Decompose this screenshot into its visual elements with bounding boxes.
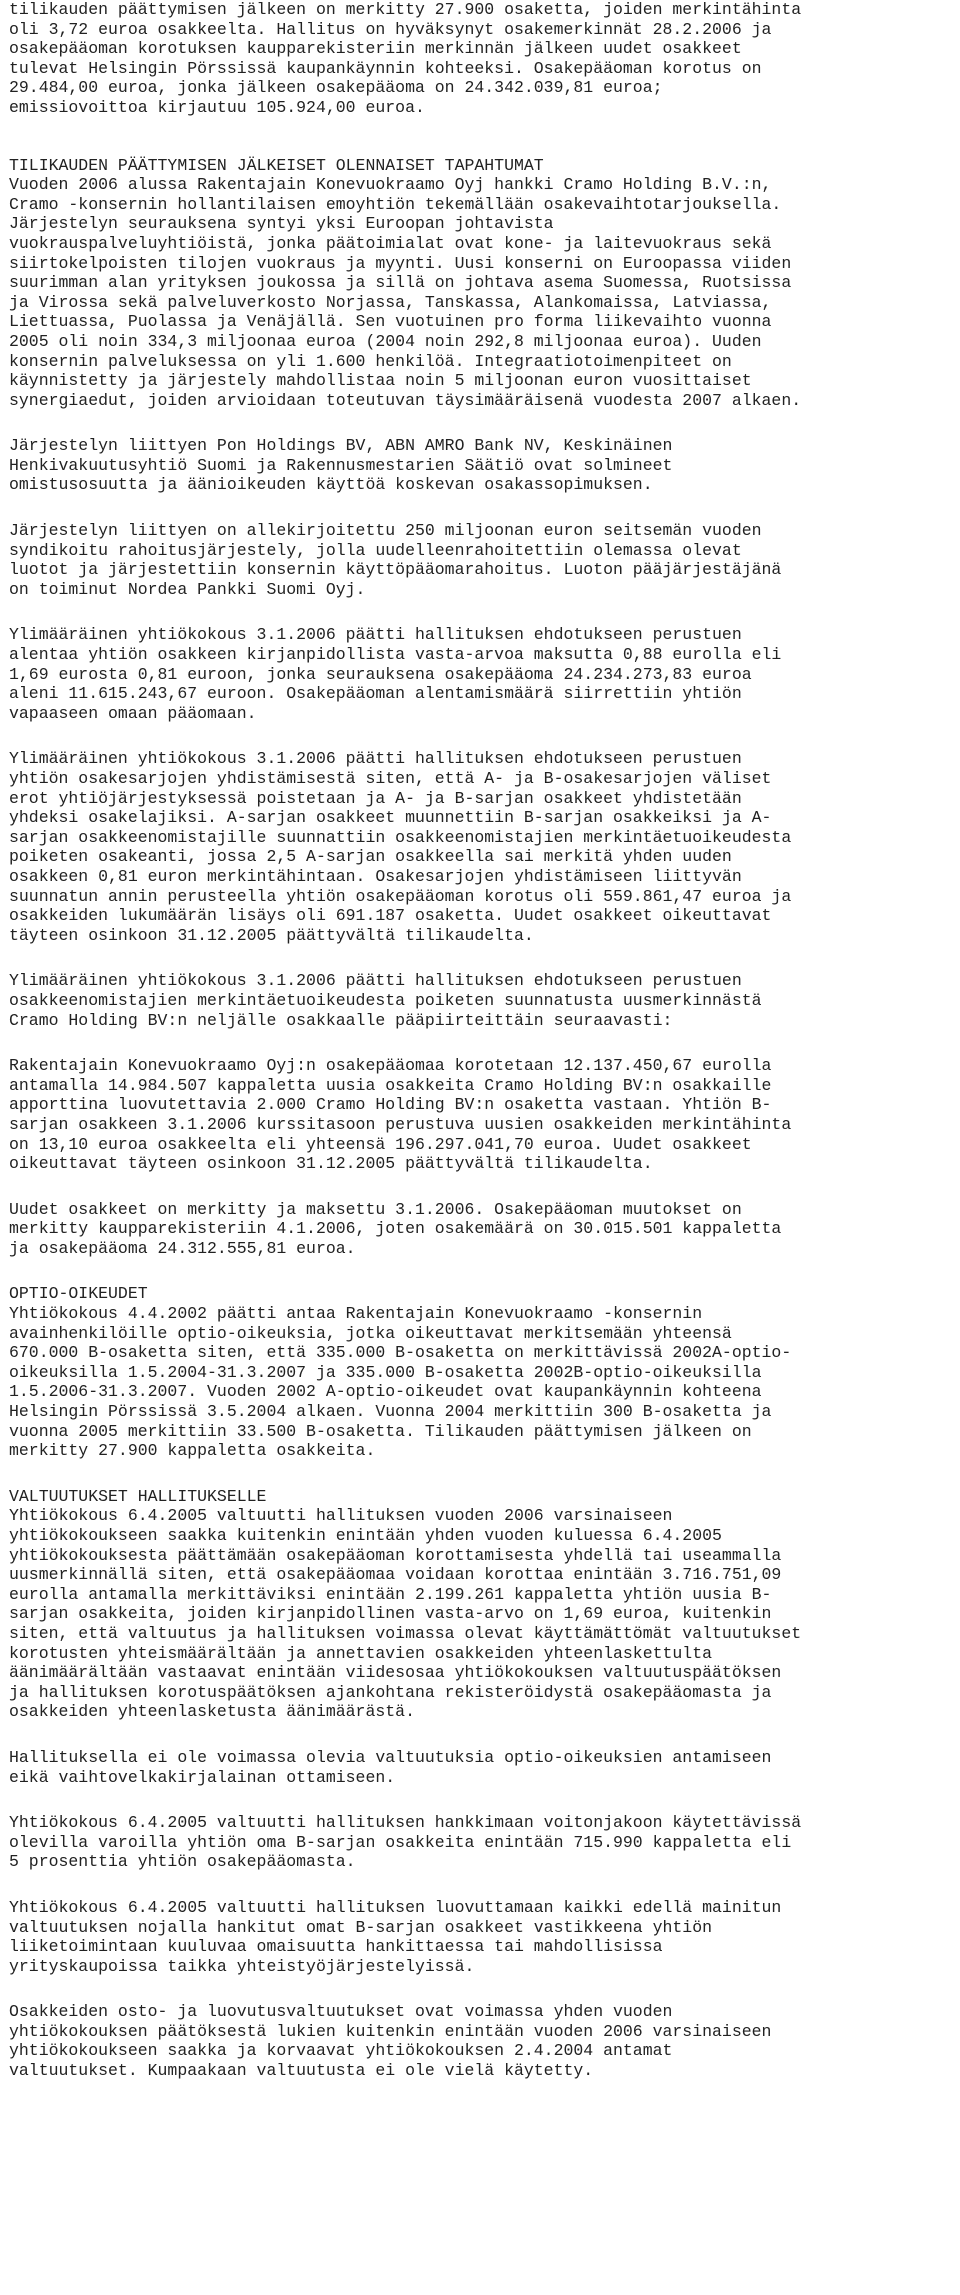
- paragraph-spacer: [9, 723, 954, 749]
- text-line: Helsingin Pörssissä 3.5.2004 alkaen. Vuonna 2004 merkittiin 300 B-osaketta ja: [9, 1402, 772, 1422]
- text-line: poiketen osakeanti, jossa 2,5 A-sarjan osakkeella sai merkitä yhden uuden: [9, 847, 732, 867]
- text-line: Vuoden 2006 alussa Rakentajain Konevuokraamo Oyj hankki Cramo Holding B.V.:n,: [9, 175, 772, 195]
- text-line: sarjan osakkeenomistajille suunnattiin osakkeenomistajien merkintäetuoikeudesta: [9, 827, 792, 847]
- paragraph-spacer: [9, 118, 954, 156]
- text-line: Yhtiökokous 6.4.2005 valtuutti hallituksen hankkimaan voitonjakoon käytettävissä: [9, 1813, 802, 1833]
- text-line: suurimman alan yrityksen joukossa ja sillä on johtava asema Suomessa, Ruotsissa: [9, 273, 792, 293]
- text-line: Liettuassa, Puolassa ja Venäjällä. Sen vuotuinen pro forma liikevaihto vuonna: [9, 312, 772, 332]
- text-line: olevilla varoilla yhtiön oma B-sarjan osakkeita enintään 715.990 kappaletta eli: [9, 1832, 792, 1852]
- text-line: Osakkeiden osto- ja luovutusvaltuutukset ovat voimassa yhden vuoden: [9, 2002, 673, 2022]
- text-line: 29.484,00 euroa, jonka jälkeen osakepääoma on 24.342.039,81 euroa;: [9, 78, 663, 98]
- text-line: 1.5.2006-31.3.2007. Vuoden 2002 A-optio-oikeudet ovat kaupankäynnin kohteena: [9, 1382, 762, 1402]
- share-disposal-authority-paragraph: [9, 1898, 954, 1976]
- text-line: apporttina luovutettavia 2.000 Cramo Holding BV:n osaketta vastaan. Yhtiön B-: [9, 1095, 772, 1115]
- text-line: konsernin palveluksessa on yli 1.600 henkilöä. Integraatiotoimenpiteet on: [9, 351, 732, 371]
- authorization-validity-paragraph: [9, 2002, 954, 2080]
- text-line: äänimäärältään vastaavat enintään viidesosaa yhtiökokouksen valtuutuspäätöksen: [9, 1663, 782, 1683]
- egm-directed-issue-paragraph: [9, 971, 954, 1030]
- text-line: yhtiökokoukseen saakka kuitenkin enintään yhden vuoden kuluessa 6.4.2005: [9, 1526, 722, 1545]
- text-line: oli 3,72 euroa osakkeelta. Hallitus on hyväksynyt osakemerkinnät 28.2.2006 ja: [9, 19, 772, 39]
- text-line: eurolla antamalla merkittäviksi enintään 2.199.261 kappaletta yhtiön uusia B-: [9, 1584, 772, 1604]
- text-line: vapaaseen omaan pääomaan.: [9, 703, 257, 723]
- text-line: osakkeiden yhteenlasketusta äänimäärästä.: [9, 1702, 415, 1722]
- text-line: yhdeksi osakelajiksi. A-sarjan osakkeet muunnettiin B-sarjan osakkeiksi ja A-: [9, 808, 772, 828]
- option-rights-paragraph: [9, 1284, 954, 1460]
- text-line: Henkivakuutusyhtiö Suomi ja Rakennusmestarien Säätiö ovat solmineet: [9, 455, 673, 475]
- text-line: alentaa yhtiön osakkeen kirjanpidollista vasta-arvoa maksutta 0,88 eurolla eli: [9, 645, 782, 665]
- paragraph-spacer: [9, 495, 954, 521]
- paragraph-spacer: [9, 1174, 954, 1200]
- text-line: aleni 11.615.243,67 euroon. Osakepääoman alentamismäärä siirrettiin yhtiön: [9, 684, 742, 704]
- paragraph-spacer: [9, 1787, 954, 1813]
- text-line: avainhenkilöille optio-oikeuksia, jotka oikeuttavat merkitsemään yhteensä: [9, 1323, 732, 1343]
- text-line: on toiminut Nordea Pankki Suomi Oyj.: [9, 579, 366, 599]
- text-line: yhtiökokoukseen saakka ja korvaavat yhtiökokouksen 2.4.2004 antamat: [9, 2041, 673, 2061]
- text-line: merkitty kaupparekisteriin 4.1.2006, joten osakemäärä on 30.015.501 kappaletta: [9, 1219, 782, 1239]
- paragraph-spacer: [9, 945, 954, 971]
- text-line: 670.000 B-osaketta siten, että 335.000 B-osaketta on merkittävissä 2002A-optio-: [9, 1343, 792, 1363]
- text-line: 5 prosenttia yhtiön osakepääomasta.: [9, 1852, 356, 1872]
- share-acquisition-authority-paragraph: [9, 1813, 954, 1872]
- text-line: siirtokelpoisten tilojen vuokraus ja myynti. Uusi konserni on Euroopassa viiden: [9, 253, 792, 273]
- paragraph-spacer: [9, 1722, 954, 1748]
- text-line: oikeuksilla 1.5.2004-31.3.2007 ja 335.000 B-osaketta 2002B-optio-oikeuksilla: [9, 1362, 762, 1382]
- paragraph-spacer: [9, 1030, 954, 1056]
- text-line: ja hallituksen korotuspäätöksen ajankohtana rekisteröidystä osakepääomasta ja: [9, 1682, 772, 1702]
- text-line: 2005 oli noin 334,3 miljoonaa euroa (2004 noin 292,8 miljoonaa euroa). Uuden: [9, 331, 762, 351]
- text-line: ja osakepääoma 24.312.555,81 euroa.: [9, 1238, 356, 1258]
- text-line: ja Virossa sekä palveluverkosto Norjassa, Tanskassa, Alankomaissa, Latviassa,: [9, 292, 772, 312]
- text-line: sarjan osakkeen 3.1.2006 kurssitasoon perustuva uusien osakkeiden merkintähinta: [9, 1114, 792, 1134]
- text-line: käynnistetty ja järjestely mahdollistaa noin 5 miljoonan euron vuosittaiset: [9, 371, 752, 391]
- text-line: valtuutukset. Kumpaakaan valtuutusta ei ole vielä käytetty.: [9, 2061, 594, 2081]
- text-line: VALTUUTUKSET HALLITUKSELLE: [9, 1486, 267, 1506]
- text-line: sarjan osakkeita, joiden kirjanpidollinen vasta-arvo on 1,69 euroa, kuitenkin: [9, 1604, 772, 1624]
- post-period-events-paragraph: [9, 156, 954, 411]
- text-line: täyteen osinkoon 31.12.2005 päättyvältä tilikaudelta.: [9, 925, 534, 945]
- paragraph-spacer: [9, 1258, 954, 1284]
- text-line: oikeuttavat täyteen osinkoon 31.12.2005 päättyvältä tilikaudelta.: [9, 1154, 653, 1174]
- text-line: osakkeen 0,81 euron merkintähintaan. Osakesarjojen yhdistämiseen liittyvän: [9, 866, 742, 886]
- egm-par-value-paragraph: [9, 625, 954, 723]
- text-line: merkitty 27.900 kappaletta osakkeita.: [9, 1441, 376, 1461]
- paragraph-spacer: [9, 1872, 954, 1898]
- text-line: emissiovoittoa kirjautuu 105.924,00 euroa.: [9, 97, 425, 117]
- text-line: omistusosuutta ja äänioikeuden käyttöä koskevan osakassopimuksen.: [9, 475, 653, 495]
- text-line: luotot ja järjestettiin konsernin käyttöpääomarahoitus. Luoton pääjärjestäjänä: [9, 560, 782, 580]
- text-line: Cramo Holding BV:n neljälle osakkaalle pääpiirteittäin seuraavasti:: [9, 1010, 673, 1030]
- text-line: 1,69 eurosta 0,81 euroon, jonka seurauksena osakepääoma 24.234.273,83 euroa: [9, 664, 752, 684]
- text-line: tilikauden päättymisen jälkeen on merkitty 27.900 osaketta, joiden merkintähinta: [9, 0, 802, 19]
- text-line: valtuutuksen nojalla hankitut omat B-sarjan osakkeet vastikkeena yhtiön: [9, 1917, 713, 1937]
- text-line: yhtiön osakesarjojen yhdistämisestä siten, että A- ja B-osakesarjojen väliset: [9, 769, 772, 788]
- text-line: Yhtiökokous 6.4.2005 valtuutti hallituksen luovuttamaan kaikki edellä mainitun: [9, 1897, 782, 1917]
- text-line: TILIKAUDEN PÄÄTTYMISEN JÄLKEISET OLENNAISET TAPAHTUMAT: [9, 155, 544, 175]
- text-line: Rakentajain Konevuokraamo Oyj:n osakepääomaa korotetaan 12.137.450,67 eurolla: [9, 1056, 772, 1076]
- text-line: Yhtiökokous 4.4.2002 päätti antaa Rakentajain Konevuokraamo -konsernin: [9, 1304, 703, 1324]
- text-line: Ylimääräinen yhtiökokous 3.1.2006 päätti hallituksen ehdotukseen perustuen: [9, 749, 742, 769]
- text-line: osakkeiden lukumäärän lisäys oli 691.187 osaketta. Uudet osakkeet oikeuttavat: [9, 906, 772, 926]
- egm-share-series-paragraph: [9, 749, 954, 945]
- text-line: Hallituksella ei ole voimassa olevia valtuutuksia optio-oikeuksien antamiseen: [9, 1747, 772, 1767]
- text-line: Ylimääräinen yhtiökokous 3.1.2006 päätti hallituksen ehdotukseen perustuen: [9, 625, 742, 645]
- paragraph-spacer: [9, 1976, 954, 2002]
- text-line: uusmerkinnällä siten, että osakepääomaa voidaan korottaa enintään 3.716.751,09: [9, 1565, 782, 1585]
- text-line: yhtiökokouksesta päättämään osakepääoman korottamisesta yhdellä tai useammalla: [9, 1545, 782, 1565]
- text-line: Cramo -konsernin hollantilaisen emoyhtiön tekemällään osakevaihtotarjouksella.: [9, 194, 782, 214]
- text-line: Järjestelyn seurauksena syntyi yksi Euroopan johtavista: [9, 214, 554, 234]
- text-line: syndikoitu rahoitusjärjestely, jolla uudelleenrahoitettiin olemassa olevat: [9, 540, 742, 560]
- loan-agreement-paragraph: [9, 521, 954, 599]
- text-line: antamalla 14.984.507 kappaletta uusia osakkeita Cramo Holding BV:n osakkaille: [9, 1075, 772, 1095]
- text-line: osakkeenomistajien merkintäetuoikeudesta poiketen suunnatusta uusmerkinnästä: [9, 990, 762, 1010]
- text-line: liiketoimintaan kuuluvaa omaisuutta hankittaessa tai mahdollisissa: [9, 1937, 663, 1957]
- text-line: on 13,10 euroa osakkeelta eli yhteensä 196.297.041,70 euroa. Uudet osakkeet: [9, 1134, 752, 1154]
- text-line: Järjestelyn liittyen on allekirjoitettu 250 miljoonan euron seitsemän vuoden: [9, 521, 762, 541]
- text-line: yrityskaupoissa taikka yhteistyöjärjestelyissä.: [9, 1956, 475, 1976]
- no-option-authority-paragraph: [9, 1748, 954, 1787]
- shareholder-agreement-paragraph: [9, 436, 954, 495]
- registration-paragraph: [9, 1200, 954, 1259]
- text-line: Ylimääräinen yhtiökokous 3.1.2006 päätti hallituksen ehdotukseen perustuen: [9, 971, 742, 991]
- text-line: suunnatun annin perusteella yhtiön osakepääoman korotus oli 559.861,47 euroa ja: [9, 886, 792, 906]
- intro-paragraph: [9, 0, 954, 118]
- text-line: korotusten yhteismäärältään ja annettavien osakkeiden yhteenlaskettulta: [9, 1643, 713, 1663]
- text-line: synergiaedut, joiden arvioidaan toteutuvan täysimääräisenä vuodesta 2007 alkaen.: [9, 390, 802, 410]
- text-line: siten, että valtuutus ja hallituksen voimassa olevat käyttämättömät valtuutukset: [9, 1623, 802, 1643]
- paragraph-spacer: [9, 1461, 954, 1487]
- board-authorizations-paragraph: [9, 1487, 954, 1722]
- text-line: yhtiökokouksen päätöksestä lukien kuitenkin enintään vuoden 2006 varsinaiseen: [9, 2021, 772, 2041]
- text-line: Järjestelyn liittyen Pon Holdings BV, ABN AMRO Bank NV, Keskinäinen: [9, 436, 673, 456]
- paragraph-spacer: [9, 599, 954, 625]
- text-line: osakepääoman korotuksen kaupparekisteriin merkinnän jälkeen uudet osakkeet: [9, 39, 742, 59]
- text-line: vuonna 2005 merkittiin 33.500 B-osaketta. Tilikauden päättymisen jälkeen on: [9, 1421, 752, 1441]
- text-line: erot yhtiöjärjestyksessä poistetaan ja A- ja B-sarjan osakkeet yhdistetään: [9, 788, 742, 808]
- text-line: tulevat Helsingin Pörssissä kaupankäynnin kohteeksi. Osakepääoman korotus on: [9, 58, 762, 78]
- text-line: Yhtiökokous 6.4.2005 valtuutti hallituksen vuoden 2006 varsinaiseen: [9, 1506, 673, 1526]
- text-line: vuokrauspalveluyhtiöistä, jonka päätoimialat ovat kone- ja laitevuokraus sekä: [9, 233, 772, 253]
- text-line: eikä vaihtovelkakirjalainan ottamiseen.: [9, 1767, 396, 1787]
- text-line: Uudet osakkeet on merkitty ja maksettu 3.1.2006. Osakepääoman muutokset on: [9, 1199, 742, 1219]
- share-capital-increase-paragraph: [9, 1056, 954, 1174]
- paragraph-spacer: [9, 410, 954, 436]
- text-line: OPTIO-OIKEUDET: [9, 1284, 148, 1304]
- document-body: [9, 0, 954, 2081]
